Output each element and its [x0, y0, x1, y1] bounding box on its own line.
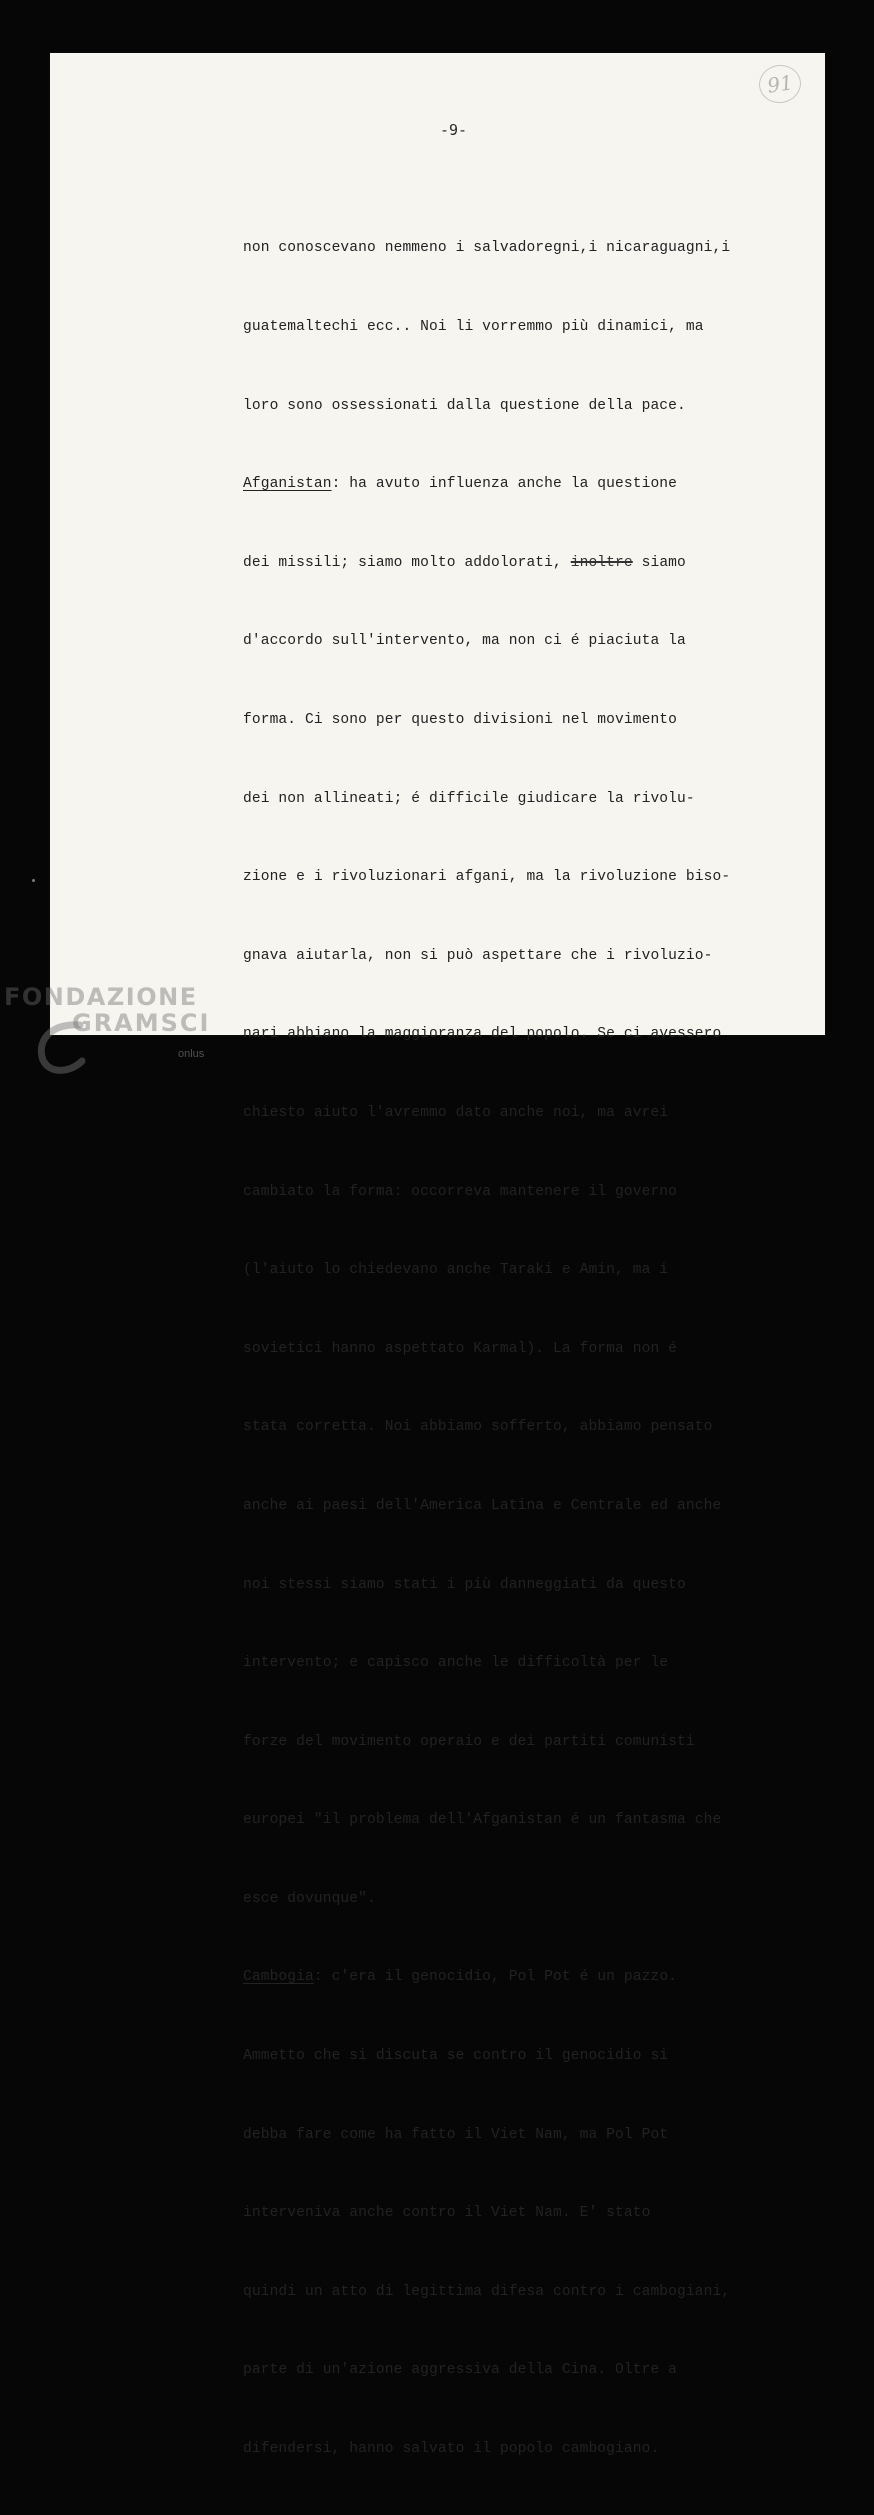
text-line: (l'aiuto lo chiedevano anche Taraki e Amin, ma i	[243, 1262, 669, 1279]
watermark-suffix: onlus	[178, 1048, 205, 1060]
text-line: zione e i rivoluzionari afgani, ma la rivoluzione biso-	[243, 869, 731, 886]
text-line: quindi un atto di legittima difesa contro i cambogiani,	[243, 2283, 731, 2300]
text-line: d'accordo sull'intervento, ma non ci é piaciuta la	[243, 633, 686, 650]
struck-out-word: inoltre	[570, 554, 633, 571]
text-line: europei "il problema dell'Afganistan é un fantasma che	[243, 1812, 722, 1829]
typewritten-body	[243, 183, 813, 2515]
text-line: gnava aiutarla, non si può aspettare che i rivoluzio-	[243, 947, 713, 964]
text-line: anche ai paesi dell'America Latina e Centrale ed anche	[243, 1497, 722, 1514]
section-heading-cambogia: Cambogia	[243, 1969, 314, 1986]
text-fragment: dei missili; siamo molto addolorati,	[243, 554, 571, 571]
text-line: parte di un'azione aggressiva della Cina. Oltre a	[243, 2362, 678, 2379]
text-line: guatemaltechi ecc.. Noi li vorremmo più dinamici, ma	[243, 319, 704, 335]
text-line: nari abbiano la maggioranza del popolo. Se ci avessero	[243, 1026, 722, 1043]
text-line: Ammetto che si discuta se contro il genocidio si	[243, 2048, 669, 2065]
scan-artifact	[32, 879, 35, 882]
text-line: esce dovunque".	[243, 1890, 376, 1907]
text-line	[243, 471, 813, 497]
text-line	[243, 550, 813, 576]
text-line: stata corretta. Noi abbiamo sofferto, abbiamo pensato	[243, 1419, 713, 1436]
text-fragment: siamo	[632, 554, 686, 571]
text-line: non conoscevano nemmeno i salvadoregni,i nicaraguagni,i	[243, 240, 731, 257]
text-fragment: : ha avuto influenza anche la questione	[331, 476, 678, 493]
text-line: forma. Ci sono per questo divisioni nel movimento	[243, 711, 678, 728]
text-line: chiesto aiuto l'avremmo dato anche noi, ma avrei	[243, 1104, 669, 1121]
text-line: intervento; e capisco anche le difficoltà per le	[243, 1655, 669, 1672]
text-line	[243, 1964, 813, 1990]
text-line: difendersi, hanno salvato il popolo cambogiano.	[243, 2441, 660, 2458]
watermark-line-2: GRAMSCI	[72, 1009, 211, 1037]
text-line: noi stessi siamo stati i più danneggiati da questo	[243, 1576, 686, 1593]
text-line: dei non allineati; é difficile giudicare la rivolu-	[243, 790, 695, 807]
text-line: interveniva anche contro il Viet Nam. E' stato	[243, 2205, 651, 2222]
watermark-line-1: FONDAZIONE	[4, 983, 198, 1011]
text-line: debba fare come ha fatto il Viet Nam, ma Pol Pot	[243, 2126, 669, 2143]
text-fragment: : c'era il genocidio, Pol Pot é un pazzo.	[313, 1969, 678, 1986]
text-line: loro sono ossessionati dalla questione della pace.	[243, 397, 686, 414]
page-number: -9-	[439, 121, 468, 139]
section-heading-afganistan: Afganistan	[243, 476, 332, 493]
text-line: forze del movimento operaio e dei partiti comunisti	[243, 1733, 695, 1750]
text-line: sovietici hanno aspettato Karmal). La forma non é	[243, 1340, 678, 1357]
foundation-watermark	[4, 983, 224, 1078]
text-line: cambiato la forma: occorreva mantenere il governo	[243, 1183, 678, 1200]
archive-page-number: 91	[757, 62, 804, 105]
